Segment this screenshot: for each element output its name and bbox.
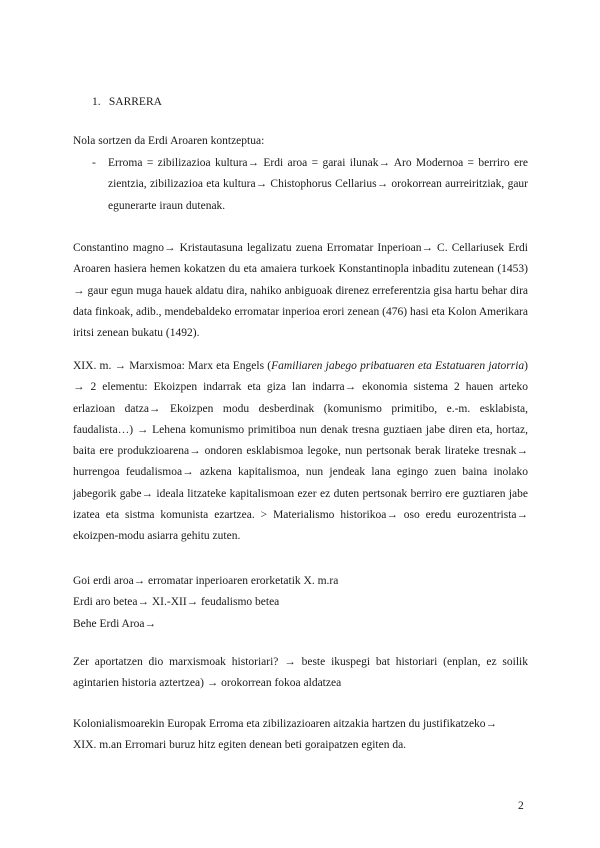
colonial-line: Kolonialismoarekin Europak Erroma eta zibilizazioaren aitzakia hartzen du justifikatzeko→ [73,718,498,730]
periods-list [73,571,528,635]
marxismo-text-before: XIX. m. → Marxismoa: Marx eta Engels ( [73,360,272,372]
period-line: Goi erdi aroa→ erromatar inperioaren erorketatik X. m.ra [73,575,339,587]
section-title: SARRERA [108,96,162,108]
marxismo-text-after: ) → 2 elementu: Ekoizpen indarrak eta giza lan indarra→ ekonomia sistema 2 hauen arteko erlazioan datza→ Ekoizpen modu desberdinak (komunismo primitibo, e.-m. esklabista, faudalista…) → Lehena komunismo primitiboa nun denak tresna guztiaen jabe diren eta, hortaz, baita ere produkzioarena→ ondoren esklabismoa legoke, nun pertsonak berak lirateke tresnak→ hurrengoa feudalismoa→ azkena kapitalismoa, nun jendeak lana egingo zuen baina inolako jabegorik gabe→ ideala litzateke kapitalismoan ezer ez duten pertsonak berriro ere guztiaren jabe izatea eta sistma komunista ezartzea. > Materialismo historikoa→ oso eredu eurozentrista→ ekoizpen-modu asiarra gehitu zuten. [73,360,529,543]
intro-line: Nola sortzen da Erdi Aroaren kontzeptua: [73,135,265,147]
paragraph-marxismo [73,356,528,548]
paragraph-colonial [73,714,528,757]
page-number: 2 [518,800,524,812]
section-number: 1. [92,96,101,108]
colonial-line: XIX. m.an Erromari buruz hitz egiten denean beti goraipatzen egiten da. [73,739,407,752]
period-line: Erdi aro betea→ XI.-XII→ feudalismo betea [73,596,280,609]
period-line: Behe Erdi Aroa→ [73,617,157,630]
paragraph-question: Zer aportatzen dio marxismoak historiari? → beste ikuspegi bat historiari (enplan, ez soilik agintarien historia aztertzea) → orokorrean fokoa aldatzea [73,656,528,690]
bullet-text: Erroma = zibilizazioa kultura→ Erdi aroa = garai ilunak→ Aro Modernoa = berriro ere zientzia, zibilizazioa eta kultura→ Chistophorus Cellarius→ orokorrean aurreiritziak, gaur egunerarte iraun dutenak. [108,157,528,212]
paragraph-constantino: Constantino magno→ Kristautasuna legalizatu zuena Erromatar Inperioan→ C. Cellariusek Erdi Aroaren hasiera hemen kokatzen du eta amaiera turkoek Konstantinopla inbaditu zutenean (1453) → gaur egun muga hauek aldatu dira, nahiko anbiguoak direnez erreferentzia gisa hartu behar dira data finkoak, adib., mendebaldeko erromatar inperioa erori zenean (476) hasi eta Kolon Amerikara iritsi zenean bukatu (1492). [73,242,528,340]
book-title: Familiaren jabego pribatuaren eta Estatuaren jatorria [271,360,525,372]
section-heading [92,92,162,113]
bullet-marker: - [92,157,96,169]
